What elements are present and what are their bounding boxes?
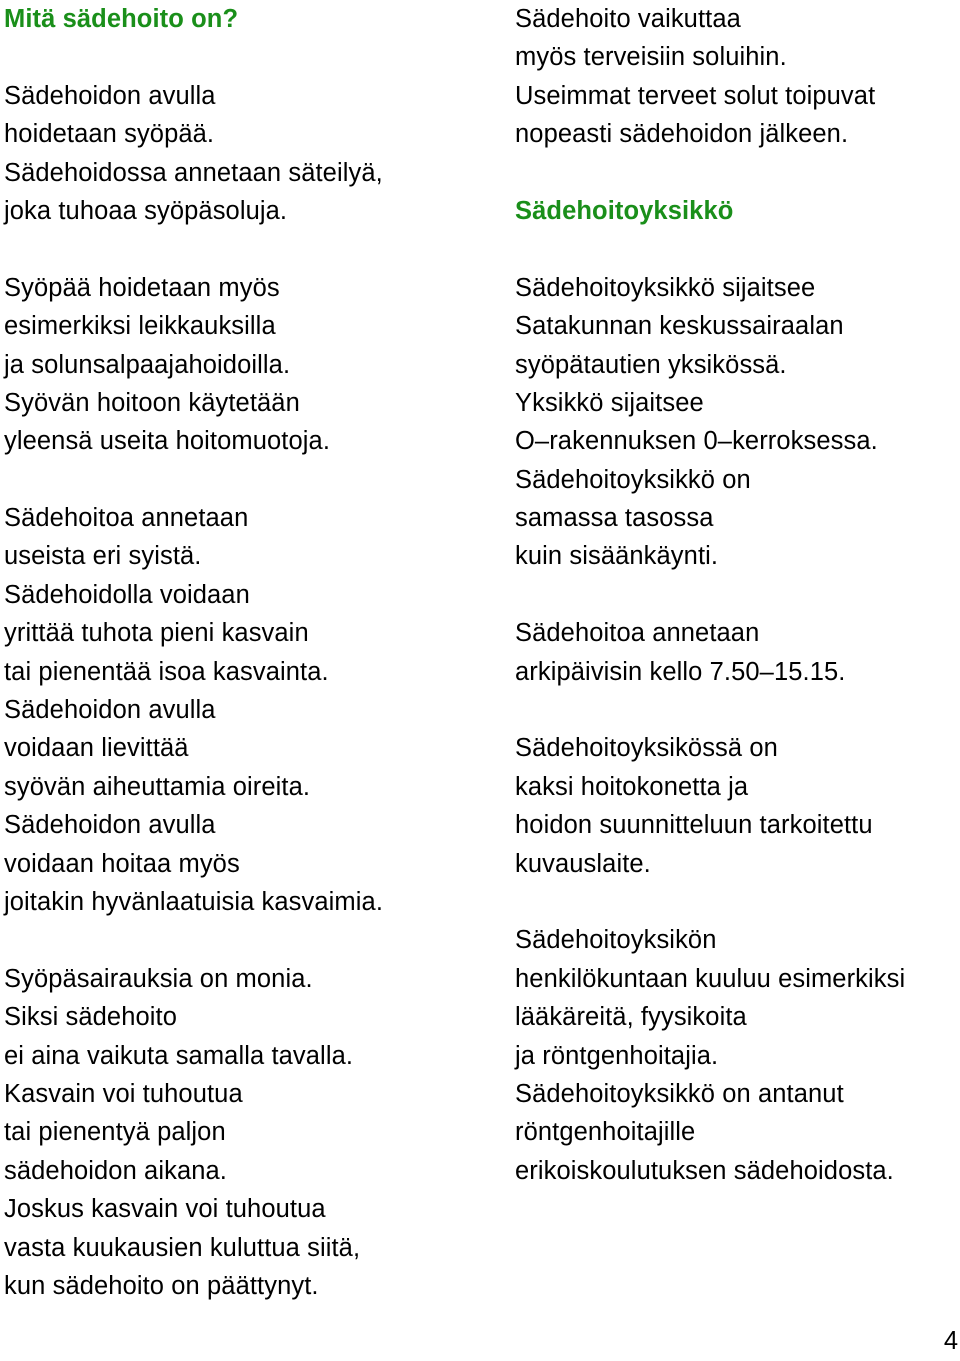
text-line: vasta kuukausien kuluttua siitä,	[4, 1233, 361, 1262]
text-line: samassa tasossa	[515, 504, 714, 533]
text-line: Sädehoitoyksikkö on antanut	[515, 1079, 844, 1108]
text-line: Sädehoidon avulla	[4, 696, 216, 725]
text-line: ei aina vaikuta samalla tavalla.	[4, 1041, 354, 1070]
text-line: joitakin hyvänlaatuisia kasvaimia.	[4, 887, 384, 916]
right-column	[515, 0, 960, 1190]
text-line: syövän aiheuttamia oireita.	[4, 772, 311, 801]
text-line: Sädehoidon avulla	[4, 81, 216, 110]
text-line: Syövän hoitoon käytetään	[4, 388, 300, 417]
text-line: kuvauslaite.	[515, 849, 651, 878]
text-line: arkipäivisin kello 7.50–15.15.	[515, 657, 846, 686]
text-line: Useimmat terveet solut toipuvat	[515, 81, 876, 110]
text-line: O–rakennuksen 0–kerroksessa.	[515, 427, 878, 456]
text-line: Sädehoito vaikuttaa	[515, 5, 741, 33]
paragraph	[515, 269, 960, 576]
text-line: henkilökuntaan kuuluu esimerkiksi	[515, 964, 906, 993]
text-line: kuin sisäänkäynti.	[515, 542, 719, 571]
text-line: Sädehoidon avulla	[4, 811, 216, 840]
paragraph	[4, 499, 494, 921]
text-line: erikoiskoulutuksen sädehoidosta.	[515, 1156, 894, 1185]
text-line: esimerkiksi leikkauksilla	[4, 312, 276, 341]
text-line: Kasvain voi tuhoutua	[4, 1079, 243, 1108]
text-line: Syöpää hoidetaan myös	[4, 273, 280, 302]
text-line: kaksi hoitokonetta ja	[515, 772, 749, 801]
text-line: useista eri syistä.	[4, 542, 202, 571]
text-line: sädehoidon aikana.	[4, 1156, 227, 1185]
text-line: hoidon suunnitteluun tarkoitettu	[515, 811, 873, 840]
paragraph	[515, 614, 960, 691]
text-line: Syöpäsairauksia on monia.	[4, 964, 313, 993]
paragraph	[4, 77, 494, 231]
text-line: röntgenhoitajille	[515, 1118, 696, 1147]
section-heading-radiotherapy-unit: Sädehoitoyksikkö	[515, 196, 734, 225]
text-line: myös terveisiin soluihin.	[515, 43, 787, 72]
page-number: 4	[943, 1327, 958, 1355]
text-line: yrittää tuhota pieni kasvain	[4, 619, 309, 648]
text-line: joka tuhoaa syöpäsoluja.	[4, 196, 288, 225]
paragraph	[515, 0, 960, 154]
paragraph	[4, 269, 494, 461]
text-line: Sädehoitoa annetaan	[515, 619, 760, 648]
text-line: Sädehoidolla voidaan	[4, 580, 250, 609]
text-line: syöpätautien yksikössä.	[515, 350, 787, 379]
text-line: Sädehoitoyksikkö sijaitsee	[515, 273, 816, 302]
paragraph	[4, 960, 494, 1306]
text-line: Sädehoitoyksikkö on	[515, 465, 751, 494]
text-line: Sädehoitoyksikössä on	[515, 734, 778, 763]
text-line: voidaan lievittää	[4, 734, 189, 763]
text-line: yleensä useita hoitomuotoja.	[4, 427, 331, 456]
paragraph	[515, 729, 960, 883]
text-line: tai pienentyä paljon	[4, 1118, 226, 1147]
text-line: Sädehoidossa annetaan säteilyä,	[4, 158, 383, 187]
text-line: Sädehoitoa annetaan	[4, 504, 249, 533]
text-line: Joskus kasvain voi tuhoutua	[4, 1195, 326, 1224]
text-line: lääkäreitä, fyysikoita	[515, 1003, 747, 1032]
paragraph	[515, 921, 960, 1190]
text-line: Yksikkö sijaitsee	[515, 388, 704, 417]
left-column	[4, 0, 494, 1305]
text-line: Siksi sädehoito	[4, 1003, 178, 1032]
text-line: Satakunnan keskussairaalan	[515, 312, 844, 341]
text-line: ja solunsalpaajahoidoilla.	[4, 350, 291, 379]
text-line: kun sädehoito on päättynyt.	[4, 1271, 319, 1300]
text-line: voidaan hoitaa myös	[4, 849, 240, 878]
text-line: Sädehoitoyksikön	[515, 926, 717, 955]
text-line: ja röntgenhoitajia.	[515, 1041, 719, 1070]
text-line: hoidetaan syöpää.	[4, 120, 215, 149]
text-line: tai pienentää isoa kasvainta.	[4, 657, 329, 686]
text-line: nopeasti sädehoidon jälkeen.	[515, 120, 849, 149]
section-heading-what-is-radiotherapy: Mitä sädehoito on?	[4, 5, 239, 33]
